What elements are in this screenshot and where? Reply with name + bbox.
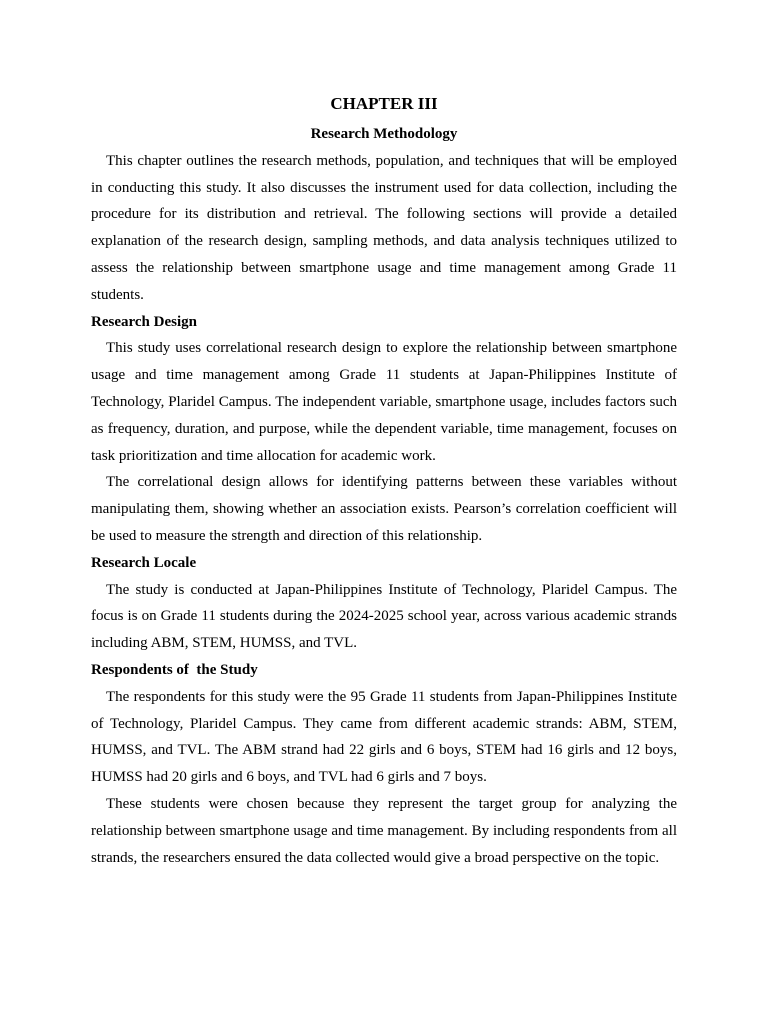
respondents-paragraph-2: These students were chosen because they represent the target group for analyzing the relationship between smartphone usage and time management. By including respondents from all strands, the researchers ensured the data collected would give a broad perspective on the topic. [91,795,677,866]
respondents-heading: Respondents of the Study [91,661,258,678]
research-design-heading: Research Design [91,313,197,330]
research-design-paragraph-1: This study uses correlational research design to explore the relationship between smartphone usage and time management among Grade 11 students at Japan-Philippines Institute of Technology, Plaridel Campus. The independent variable, smartphone usage, includes factors such as frequency, duration, and purpose, while the dependent variable, time management, focuses on task prioritization and time allocation for academic work. [91,340,677,464]
intro-paragraph: This chapter outlines the research methods, population, and techniques that will be employed in conducting this study. It also discusses the instrument used for data collection, including the procedure for its distribution and retrieval. The following sections will provide a detailed explanation of the research design, sampling methods, and data analysis techniques utilized to assess the relationship between smartphone usage and time management among Grade 11 students. [91,152,677,303]
methodology-subtitle: Research Methodology [310,126,458,142]
chapter-title: CHAPTER III [330,94,438,113]
research-locale-paragraph: The study is conducted at Japan-Philippines Institute of Technology, Plaridel Campus. The focus is on Grade 11 students during the 2024-2025 school year, across various academic strands including ABM, STEM, HUMSS, and TVL. [91,581,677,652]
respondents-paragraph-1: The respondents for this study were the 95 Grade 11 students from Japan-Philippines Institute of Technology, Plaridel Campus. They came from different academic strands: ABM, STEM, HUMSS, and TVL. The ABM strand had 22 girls and 6 boys, STEM had 16 girls and 12 boys, HUMSS had 20 girls and 6 boys, and TVL had 6 girls and 7 boys. [91,688,677,786]
research-design-paragraph-2: The correlational design allows for identifying patterns between these variables without manipulating them, showing whether an association exists. Pearson’s correlation coefficient will be used to measure the strength and direction of this relationship. [91,474,677,544]
research-locale-heading: Research Locale [91,554,197,571]
